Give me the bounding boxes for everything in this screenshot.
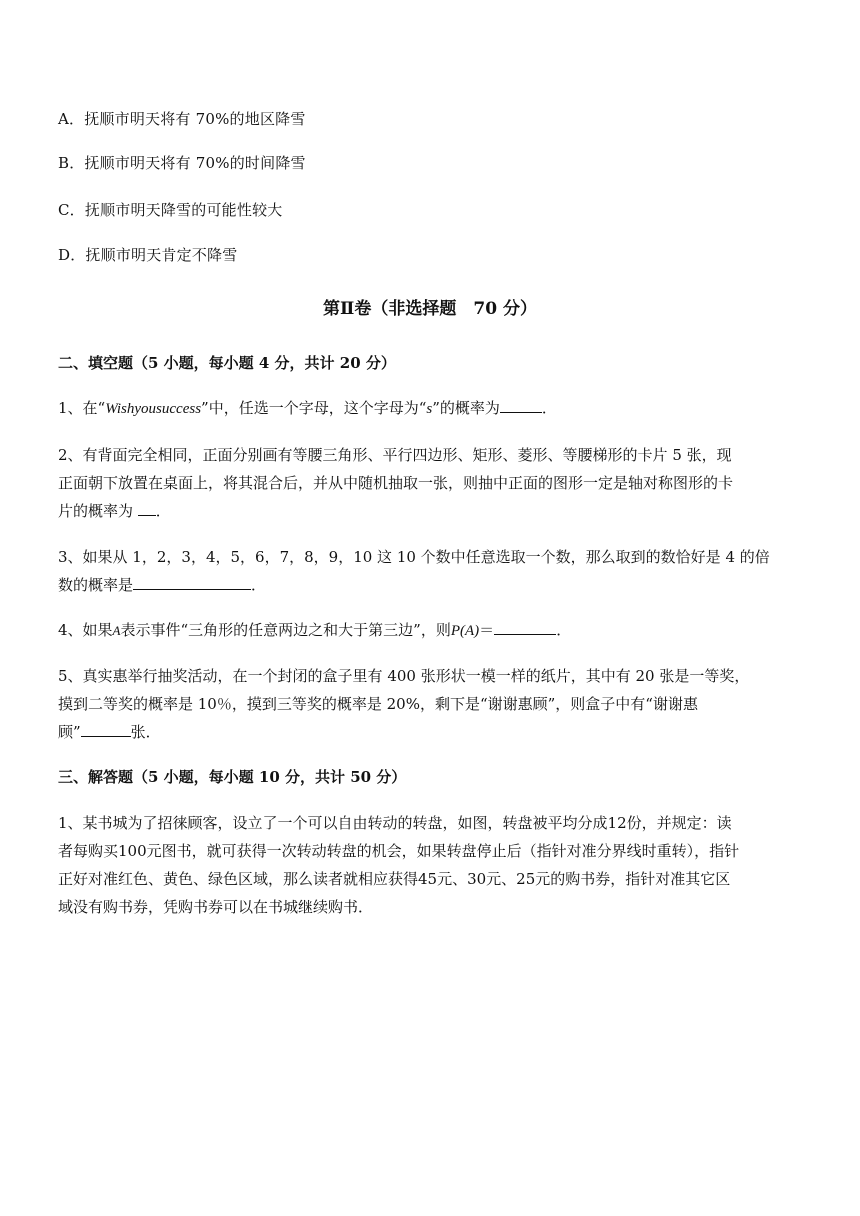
fill-question-5-line-3 [58,721,161,743]
q1-letter: s [426,401,433,417]
answer-blank [133,575,251,590]
fill-question-3-line-2 [58,574,266,596]
fill-question-3-line-1: 3、如果从 1，2，3，4，5，6，7，8，9，10 这 10 个数中任意选取一个数，那么取到的数恰好是 4 的倍 [58,548,770,566]
q4-middle: 表示事件“三角形的任意两边之和大于第三边”，则 [120,621,451,639]
option-a: A．抚顺市明天将有 70%的地区降雪 [58,110,306,128]
answer-blank [138,501,156,516]
q4-eq: ＝ [479,621,495,639]
fill-question-5-line-1: 5、真实惠举行抽奖活动，在一个封闭的盒子里有 400 张形状一模一样的纸片，其中有 20 张是一等奖， [58,667,750,685]
solution-question-1-line-1: 1、某书城为了招徕顾客，设立了一个可以自由转动的转盘，如图，转盘被平均分成12份，并规定：读 [58,814,732,832]
fill-question-2-line-1: 2、有背面完全相同，正面分别画有等腰三角形、平行四边形、矩形、菱形、等腰梯形的卡片 5 张，现 [58,446,732,464]
q4-prefix: 4、如果 [58,621,113,639]
q1-middle: ”中，任选一个字母，这个字母为“ [201,399,427,417]
answer-blank [500,398,542,413]
solution-heading: 三、解答题（5 小题，每小题 10 分，共计 50 分） [58,768,407,786]
option-d: D．抚顺市明天肯定不降雪 [58,246,238,264]
q4-expr: P(A) [450,623,480,639]
q1-word: Wishyousuccess [105,401,202,417]
answer-blank [494,620,556,635]
q3-end: ． [251,576,267,594]
q5-end: 张． [130,723,161,741]
solution-question-1-line-2: 者每购买100元图书，就可获得一次转动转盘的机会，如果转盘停止后（指针对准分界线时重转），指针 [58,842,740,860]
fill-question-1 [58,397,557,420]
solution-question-1-line-4: 域没有购书券，凭购书券可以在书城继续购书． [58,898,374,916]
solution-question-1-line-3: 正好对准红色、黄色、绿色区域，那么读者就相应获得45元、30元、25元的购书券，指针对准其它区 [58,870,731,888]
fill-question-4 [58,619,571,642]
fill-in-heading: 二、填空题（5 小题，每小题 4 分，共计 20 分） [58,354,396,372]
q4-event: A [112,623,121,638]
fill-question-5-line-2: 摸到二等奖的概率是 10％，摸到三等奖的概率是 20%，剩下是“谢谢惠顾”，则盒子中有“谢谢惠 [58,695,698,713]
q2-line3: 片的概率为 [58,502,138,520]
q5-line3: 顾” [58,723,81,741]
fill-question-2-line-3 [58,500,171,522]
option-c: C．抚顺市明天降雪的可能性较大 [58,201,283,219]
answer-blank [81,722,131,737]
fill-question-2-line-2: 正面朝下放置在桌面上，将其混合后，并从中随机抽取一张，则抽中正面的图形一定是轴对称图形的卡 [58,474,734,492]
q2-end: ． [155,502,171,520]
option-b: B．抚顺市明天将有 70%的时间降雪 [58,154,306,172]
q3-line2: 数的概率是 [58,576,134,594]
q1-end: ． [541,399,557,417]
q4-end: ． [556,621,572,639]
q1-suffix: ”的概率为 [432,399,500,417]
q1-prefix: 1、在“ [58,399,106,417]
section-title: 第Ⅱ卷（非选择题 70 分） [323,299,537,319]
